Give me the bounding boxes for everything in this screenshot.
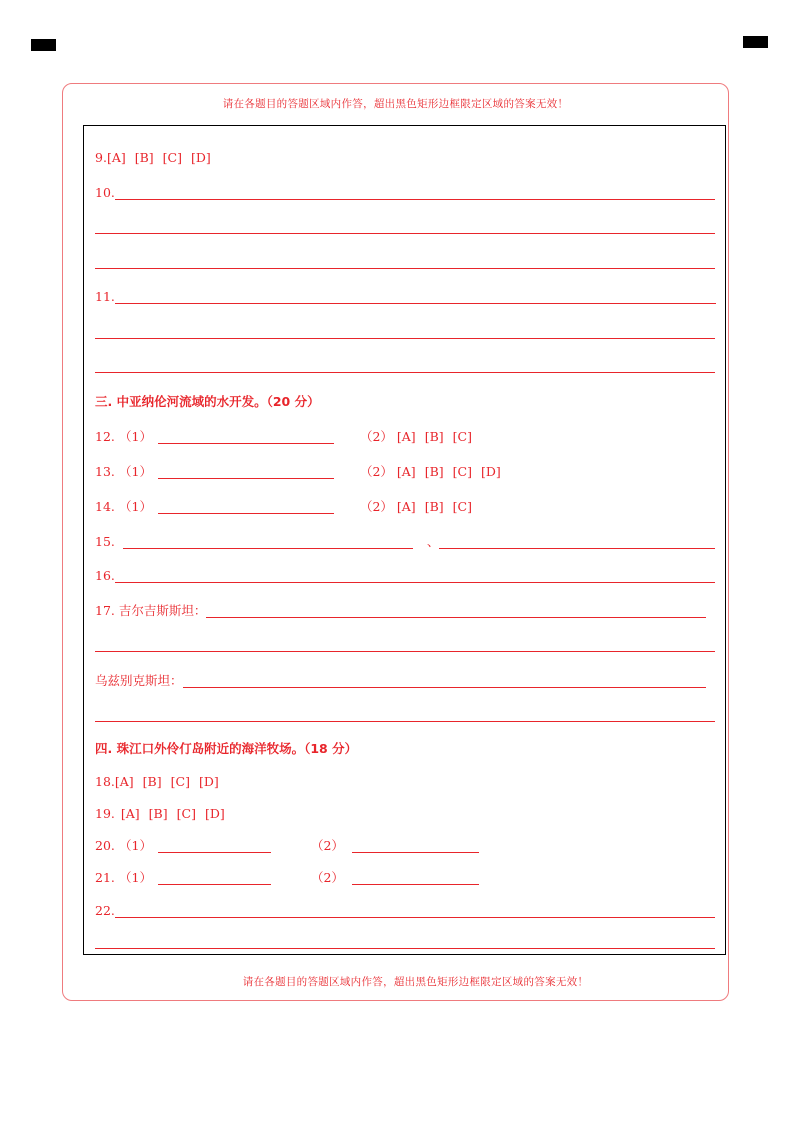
- q13-part1-label: （1）: [119, 464, 152, 479]
- q11-answer-line-3[interactable]: [95, 372, 715, 373]
- q21-part1-line[interactable]: [158, 870, 271, 885]
- q17-answer-line-3[interactable]: [183, 673, 706, 688]
- q17-answer-line-2[interactable]: [95, 651, 715, 652]
- q20-part2-label: （2）: [310, 838, 344, 853]
- q14-option-b[interactable]: [B]: [424, 499, 444, 514]
- question-19: [95, 805, 234, 821]
- q21-part2-label: （2）: [310, 870, 344, 885]
- q18-option-a[interactable]: [A]: [114, 774, 134, 789]
- q12-option-b[interactable]: [B]: [424, 429, 444, 444]
- q20-part1-label: （1）: [119, 838, 152, 853]
- corner-mark-right: [743, 36, 768, 48]
- notice-top: 请在各题目的答题区域内作答，超出黑色矩形边框限定区域的答案无效！: [222, 98, 569, 110]
- question-17-sub: [95, 672, 706, 688]
- q10-answer-line-3[interactable]: [95, 268, 715, 269]
- q17-answer-line-1[interactable]: [206, 603, 706, 618]
- q12-label: 12.: [95, 429, 115, 444]
- question-15: [95, 533, 715, 549]
- q12-part1-line[interactable]: [158, 429, 334, 444]
- q14-part1-label: （1）: [119, 499, 152, 514]
- q14-option-a[interactable]: [A]: [396, 499, 416, 514]
- q11-label: 11.: [95, 289, 115, 304]
- q15-label: 15.: [95, 534, 115, 549]
- q13-option-c[interactable]: [C]: [452, 464, 472, 479]
- q21-part1-label: （1）: [119, 870, 152, 885]
- q11-answer-line-2[interactable]: [95, 338, 715, 339]
- q10-label: 10.: [95, 185, 115, 200]
- q20-part2-line[interactable]: [352, 838, 479, 853]
- section-4-title: 四. 珠江口外伶仃岛附近的海洋牧场。（18 分）: [95, 741, 358, 756]
- q22-label: 22.: [95, 903, 115, 918]
- q22-answer-line[interactable]: [115, 903, 715, 918]
- q22-answer-line-2[interactable]: [95, 948, 715, 949]
- q9-option-a[interactable]: [A]: [106, 150, 126, 165]
- section-3-title: 三. 中亚纳伦河流域的水开发。（20 分）: [95, 394, 320, 409]
- q16-label: 16.: [95, 568, 115, 583]
- question-17: [95, 602, 706, 618]
- q20-label: 20.: [95, 838, 115, 853]
- q14-option-c[interactable]: [C]: [452, 499, 472, 514]
- q18-label: 18.: [95, 774, 115, 789]
- q17-answer-line-4[interactable]: [95, 721, 715, 722]
- q13-option-b[interactable]: [B]: [424, 464, 444, 479]
- q13-part2-label: （2）: [359, 464, 393, 479]
- question-18: [95, 773, 228, 789]
- q14-part1-line[interactable]: [158, 499, 334, 514]
- q10-answer-line[interactable]: [115, 185, 715, 200]
- q13-part1-line[interactable]: [158, 464, 334, 479]
- q17-label: 17. 吉尔吉斯斯坦：: [95, 603, 207, 618]
- q18-option-d[interactable]: [D]: [198, 774, 219, 789]
- q13-label: 13.: [95, 464, 115, 479]
- q20-part1-line[interactable]: [158, 838, 271, 853]
- q13-option-a[interactable]: [A]: [396, 464, 416, 479]
- question-10: [95, 184, 715, 200]
- question-12: [95, 428, 481, 444]
- q12-part1-label: （1）: [119, 429, 152, 444]
- question-16: [95, 567, 715, 583]
- q12-option-a[interactable]: [A]: [396, 429, 416, 444]
- q9-option-d[interactable]: [D]: [191, 150, 211, 165]
- q11-answer-line[interactable]: [115, 289, 716, 304]
- q13-option-d[interactable]: [D]: [480, 464, 501, 479]
- q15-separator: 、: [426, 534, 440, 549]
- q21-part2-line[interactable]: [352, 870, 479, 885]
- q19-option-c[interactable]: [C]: [176, 806, 196, 821]
- q19-label: 19.: [95, 806, 115, 821]
- question-11: [95, 288, 716, 304]
- q16-answer-line[interactable]: [115, 568, 715, 583]
- question-9: [95, 149, 220, 165]
- q9-option-c[interactable]: [C]: [162, 150, 182, 165]
- q15-answer-line-2[interactable]: [439, 534, 715, 549]
- q19-option-d[interactable]: [D]: [204, 806, 225, 821]
- q18-option-b[interactable]: [B]: [142, 774, 162, 789]
- notice-bottom: 请在各题目的答题区域内作答，超出黑色矩形边框限定区域的答案无效！: [242, 976, 589, 988]
- q9-option-b[interactable]: [B]: [134, 150, 154, 165]
- q14-label: 14.: [95, 499, 115, 514]
- question-22: [95, 902, 715, 918]
- q14-part2-label: （2）: [359, 499, 393, 514]
- question-13: [95, 463, 510, 479]
- corner-mark-left: [31, 39, 56, 51]
- q12-option-c[interactable]: [C]: [452, 429, 472, 444]
- question-20: [95, 837, 479, 853]
- question-21: [95, 869, 479, 885]
- q10-answer-line-2[interactable]: [95, 233, 715, 234]
- q18-option-c[interactable]: [C]: [170, 774, 190, 789]
- q17-sub-label: 乌兹别克斯坦：: [95, 673, 183, 688]
- q19-option-a[interactable]: [A]: [120, 806, 140, 821]
- q9-label: 9.: [95, 150, 107, 165]
- question-14: [95, 498, 481, 514]
- q21-label: 21.: [95, 870, 115, 885]
- q15-answer-line-1[interactable]: [123, 534, 413, 549]
- q12-part2-label: （2）: [359, 429, 393, 444]
- q19-option-b[interactable]: [B]: [148, 806, 168, 821]
